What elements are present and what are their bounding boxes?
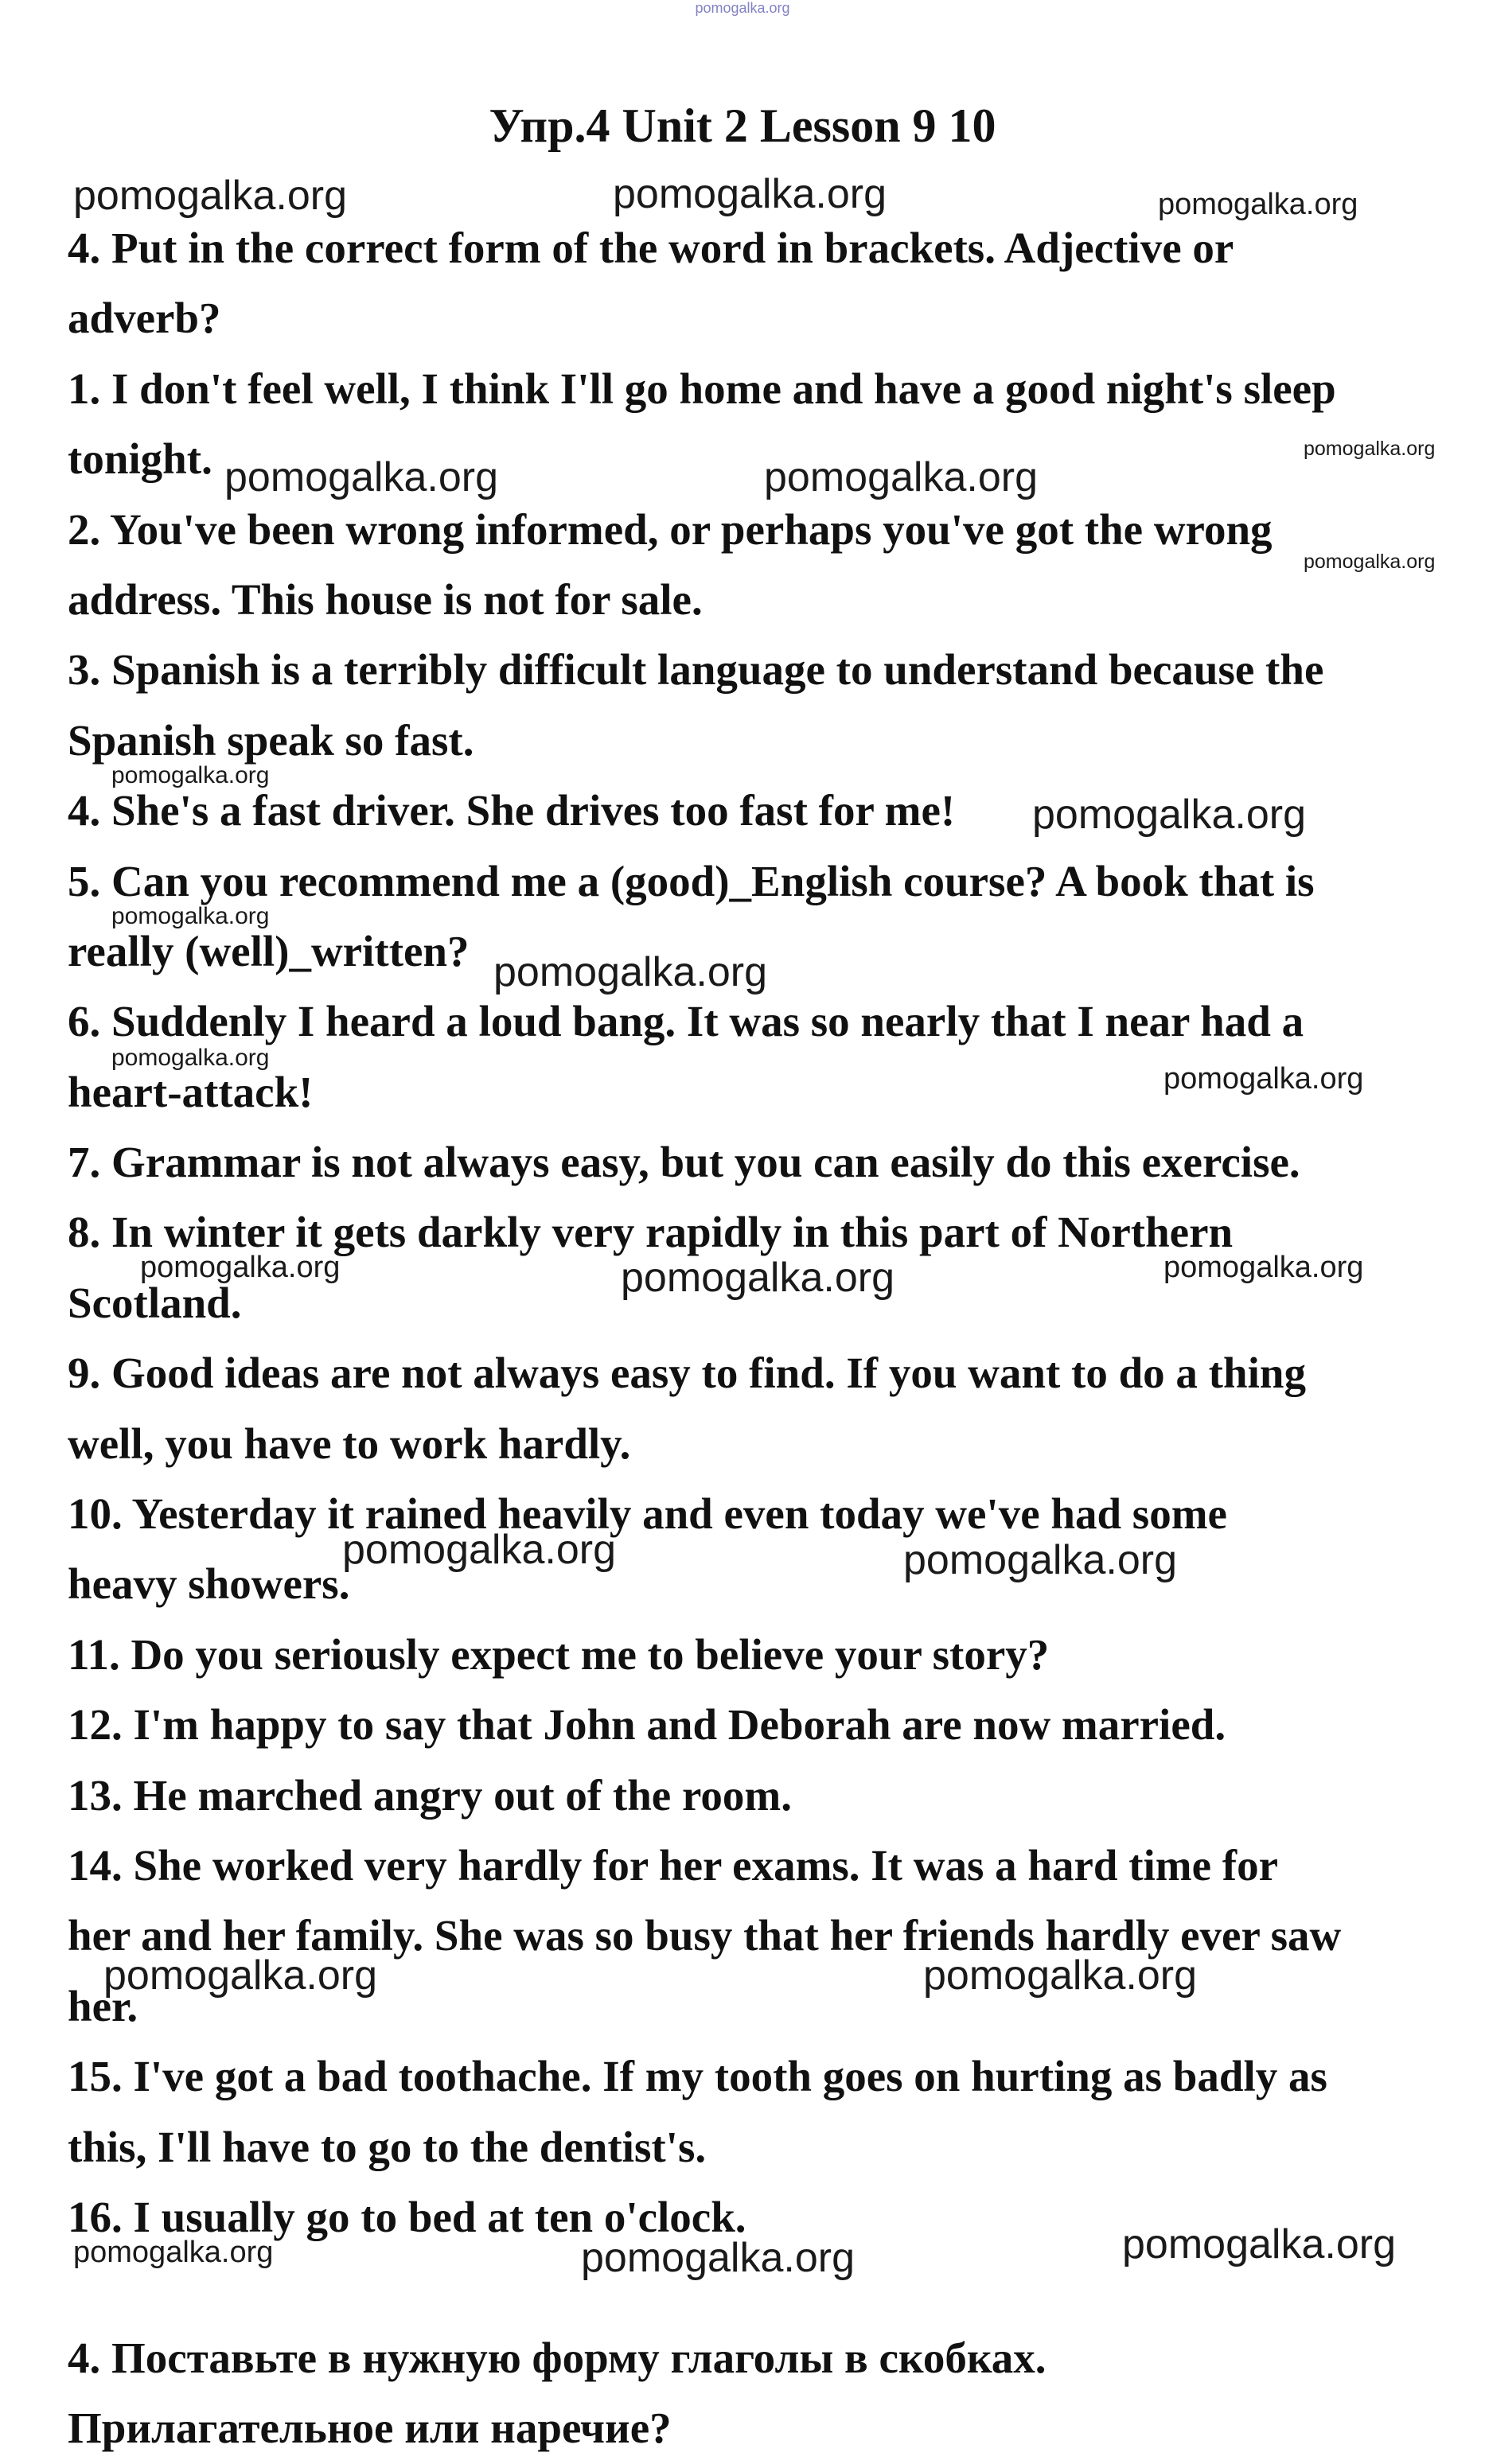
watermark: pomogalka.org: [1304, 551, 1436, 573]
watermark: pomogalka.org: [1122, 2221, 1396, 2267]
text-line: 4. She's a fast driver. She drives too fast for me!: [68, 786, 956, 835]
text-line: well, you have to work hardly.: [68, 1419, 631, 1468]
watermark: pomogalka.org: [903, 1537, 1177, 1583]
watermark: pomogalka.org: [613, 171, 887, 217]
watermark: pomogalka.org: [764, 454, 1038, 500]
text-line: 11. Do you seriously expect me to believe your story?: [68, 1629, 1050, 1679]
text-line: her and her family. She was so busy that her friends hardly ever saw: [68, 1911, 1342, 1960]
watermark: pomogalka.org: [1163, 1251, 1364, 1284]
text-line: 6. Suddenly I heard a loud bang. It was so nearly that I near had a: [68, 997, 1304, 1046]
text-line: Spanish speak so fast.: [68, 715, 474, 765]
text-line: heavy showers.: [68, 1559, 350, 1609]
exercise-text: [68, 213, 1444, 2464]
text-line: her.: [68, 1981, 138, 2030]
page-title: Упр.4 Unit 2 Lesson 9 10: [489, 99, 996, 152]
text-line: Scotland.: [68, 1278, 242, 1327]
watermark: pomogalka.org: [1158, 188, 1358, 221]
text-line: 4. Поставьте в нужную форму глаголы в скобках.: [68, 2333, 1047, 2382]
text-line: Прилагательное или наречие?: [68, 2404, 672, 2453]
watermark: pomogalka.org: [73, 2236, 274, 2269]
watermark: pomogalka.org: [1163, 1062, 1364, 1096]
text-line: 9. Good ideas are not always easy to find. If you want to do a thing: [68, 1349, 1306, 1398]
watermark: pomogalka.org: [224, 454, 498, 500]
text-line: this, I'll have to go to the dentist's.: [68, 2122, 707, 2171]
watermark: pomogalka.org: [111, 762, 270, 788]
top-watermark: pomogalka.org: [695, 0, 790, 16]
text-line: 2. You've been wrong informed, or perhaps you've got the wrong: [68, 504, 1273, 554]
watermark: pomogalka.org: [73, 173, 347, 219]
watermark: pomogalka.org: [923, 1952, 1197, 1999]
text-line: 1. I don't feel well, I think I'll go home and have a good night's sleep: [68, 364, 1336, 413]
text-line: 4. Put in the correct form of the word in brackets. Adjective or: [68, 224, 1234, 272]
watermark: pomogalka.org: [140, 1251, 341, 1284]
text-line: adverb?: [68, 294, 221, 343]
text-line: heart-attack!: [68, 1067, 314, 1116]
text-line: 7. Grammar is not always easy, but you can easily do this exercise.: [68, 1138, 1300, 1187]
watermark: pomogalka.org: [493, 949, 767, 995]
text-line: 3. Spanish is a terribly difficult language to understand because the: [68, 645, 1324, 695]
text-line: tonight.: [68, 434, 212, 484]
text-line: 14. She worked very hardly for her exams. It was a hard time for: [68, 1840, 1279, 1890]
text-line: 13. He marched angry out of the room.: [68, 1770, 792, 1820]
text-line: 16. I usually go to bed at ten o'clock.: [68, 2192, 746, 2241]
text-line: address. This house is not for sale.: [68, 574, 703, 624]
text-line: 12. I'm happy to say that John and Deborah are now married.: [68, 1700, 1226, 1750]
watermark: pomogalka.org: [581, 2235, 855, 2281]
text-line: really (well)_written?: [68, 926, 470, 975]
watermark: pomogalka.org: [111, 1045, 270, 1071]
watermark: pomogalka.org: [1032, 792, 1306, 838]
watermark: pomogalka.org: [1304, 438, 1436, 460]
watermark: pomogalka.org: [103, 1952, 377, 1999]
watermark: pomogalka.org: [621, 1255, 895, 1301]
text-line: 10. Yesterday it rained heavily and even today we've had some: [68, 1489, 1227, 1539]
watermark: pomogalka.org: [111, 903, 270, 929]
text-line: 15. I've got a bad toothache. If my tooth goes on hurting as badly as: [68, 2052, 1327, 2101]
watermark: pomogalka.org: [342, 1527, 616, 1573]
text-line: 5. Can you recommend me a (good)_English course? A book that is: [68, 856, 1315, 905]
text-line: 8. In winter it gets darkly very rapidly in this part of Northern: [68, 1208, 1234, 1257]
